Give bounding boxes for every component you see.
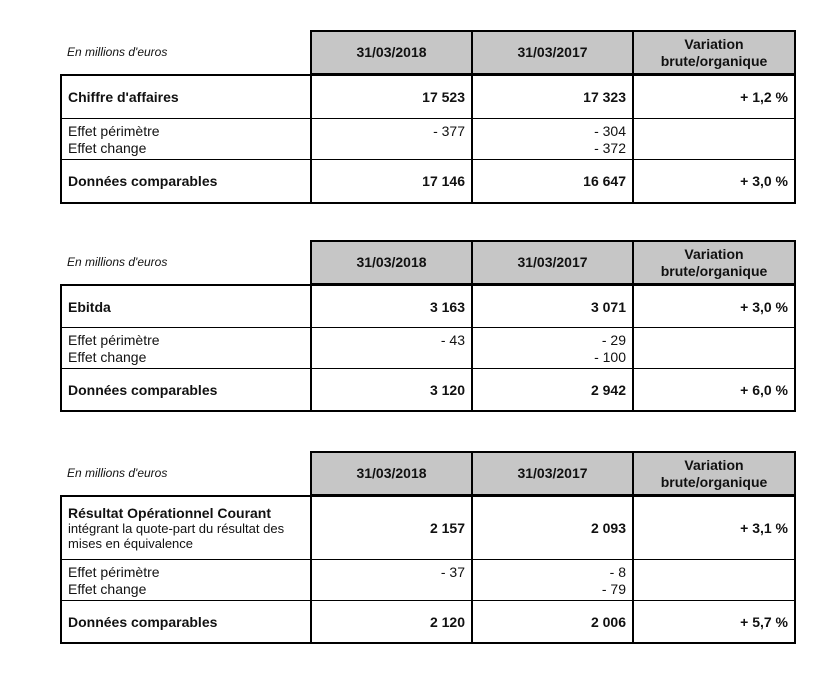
row-label: Données comparables	[68, 381, 218, 398]
column-header-variation: Variation brute/organique	[632, 451, 796, 496]
operating-income-table	[60, 451, 796, 644]
value-variation: + 3,0 %	[632, 160, 794, 202]
row-sublabel: intégrant la quote-part du résultat des mises en équivalence	[68, 521, 285, 551]
row-label: Ebitda	[68, 298, 111, 315]
effects-2017	[471, 560, 632, 600]
table-row-effects	[62, 118, 794, 159]
value-2017: 2 006	[471, 601, 632, 642]
unit-label: En millions d'euros	[67, 45, 168, 59]
value-variation: + 6,0 %	[632, 369, 794, 410]
effects-variation	[632, 328, 794, 368]
effect-perimeter-label: Effet périmètre	[68, 123, 160, 139]
column-header-2017: 31/03/2017	[471, 451, 632, 496]
effect-perimeter-2017: - 29	[601, 332, 626, 348]
value-variation: + 3,0 %	[632, 286, 794, 327]
table-header	[60, 451, 796, 495]
column-header-2018: 31/03/2018	[310, 30, 471, 75]
table-row-comparable	[62, 600, 794, 642]
row-label: Données comparables	[68, 173, 218, 189]
table-row-main	[62, 284, 794, 327]
value-2018: 3 120	[310, 369, 471, 410]
table-header	[60, 30, 796, 74]
row-label: Chiffre d'affaires	[68, 89, 179, 105]
unit-label: En millions d'euros	[67, 466, 168, 480]
table-row-effects	[62, 559, 794, 600]
value-2017: 2 942	[471, 369, 632, 410]
value-2017: 2 093	[471, 497, 632, 559]
column-header-2017: 31/03/2017	[471, 30, 632, 75]
table-body	[60, 74, 796, 204]
effects-2017	[471, 328, 632, 368]
effects-variation	[632, 560, 794, 600]
value-2018: 3 163	[310, 286, 471, 327]
effects-2017	[471, 119, 632, 159]
effect-perimeter-label: Effet périmètre	[68, 332, 160, 348]
effect-perimeter-2017: - 304	[594, 123, 626, 139]
effect-perimeter-2018: - 37	[310, 560, 471, 600]
effect-perimeter-label: Effet périmètre	[68, 564, 160, 580]
value-2018: 2 157	[310, 497, 471, 559]
value-variation: + 1,2 %	[632, 76, 794, 118]
column-header-2017: 31/03/2017	[471, 240, 632, 285]
value-2017: 17 323	[471, 76, 632, 118]
row-label: Données comparables	[68, 613, 218, 630]
column-header-variation: Variation brute/organique	[632, 30, 796, 75]
table-row-main	[62, 74, 794, 118]
value-variation: + 3,1 %	[632, 497, 794, 559]
table-body	[60, 495, 796, 644]
effect-perimeter-2018: - 377	[310, 119, 471, 159]
effect-currency-2017: - 372	[594, 140, 626, 156]
effects-labels	[62, 328, 310, 368]
table-header	[60, 240, 796, 284]
table-row-comparable	[62, 368, 794, 410]
effect-currency-2017: - 79	[601, 581, 626, 597]
effects-labels	[62, 119, 310, 159]
table-row-main	[62, 495, 794, 559]
effect-perimeter-2017: - 8	[609, 564, 626, 580]
value-2018: 17 146	[310, 160, 471, 202]
value-variation: + 5,7 %	[632, 601, 794, 642]
value-2017: 16 647	[471, 160, 632, 202]
effect-currency-2017: - 100	[594, 349, 626, 365]
column-header-2018: 31/03/2018	[310, 451, 471, 496]
table-row-effects	[62, 327, 794, 368]
value-2018: 17 523	[310, 76, 471, 118]
effects-variation	[632, 119, 794, 159]
effect-currency-label: Effet change	[68, 140, 147, 156]
unit-label: En millions d'euros	[67, 255, 168, 269]
value-2018: 2 120	[310, 601, 471, 642]
effect-currency-label: Effet change	[68, 581, 147, 597]
effect-currency-label: Effet change	[68, 349, 147, 365]
row-label: Résultat Opérationnel Courant	[68, 505, 272, 521]
revenue-table	[60, 30, 796, 204]
column-header-2018: 31/03/2018	[310, 240, 471, 285]
table-row-comparable	[62, 159, 794, 202]
row-label-block	[62, 497, 310, 559]
ebitda-table	[60, 240, 796, 412]
effects-labels	[62, 560, 310, 600]
table-body	[60, 284, 796, 412]
effect-perimeter-2018: - 43	[310, 328, 471, 368]
column-header-variation: Variation brute/organique	[632, 240, 796, 285]
value-2017: 3 071	[471, 286, 632, 327]
